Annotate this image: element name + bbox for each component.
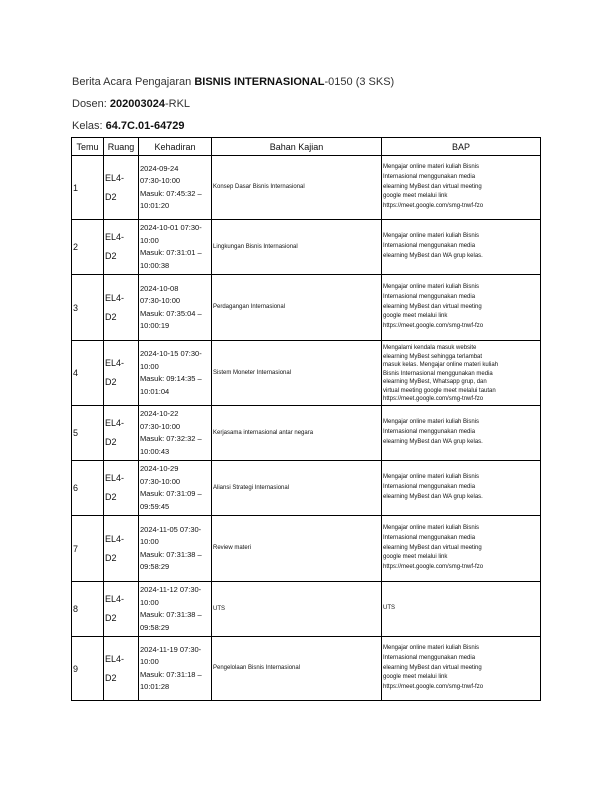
cell-kehadiran: 2024-09-24 07:30-10:00 Masuk: 07:45:32 – 10:01:20 <box>139 156 212 220</box>
teaching-record-table <box>71 137 541 701</box>
cell-temu: 7 <box>72 516 104 582</box>
cell-bap: Mengajar online materi kuliah Bisnis Internasional menggunakan media elearning MyBest dan virtual meeting google meet melalui link https://meet.google.com/smg-tnwf-fzo <box>382 275 541 341</box>
course-code: -0150 (3 SKS) <box>324 76 395 88</box>
cell-temu: 3 <box>72 275 104 341</box>
table-row <box>72 341 541 406</box>
cell-bap: Mengajar online materi kuliah Bisnis Internasional menggunakan media elearning MyBest dan virtual meeting google meet melalui link https://meet.google.com/smg-tnwf-fzo <box>382 516 541 582</box>
cell-bap: UTS <box>382 582 541 637</box>
cell-kehadiran: 2024-11-05 07:30- 10:00 Masuk: 07:31:38 – 09:58:29 <box>139 516 212 582</box>
cell-temu: 2 <box>72 220 104 275</box>
class-value: 64.7C.01-64729 <box>105 120 185 132</box>
cell-kehadiran: 2024-10-15 07:30- 10:00 Masuk: 09:14:35 – 10:01:04 <box>139 341 212 406</box>
cell-kehadiran: 2024-11-12 07:30- 10:00 Masuk: 07:31:38 – 09:58:29 <box>139 582 212 637</box>
class-label: Kelas: <box>72 120 106 132</box>
table-row <box>72 582 541 637</box>
table-row <box>72 275 541 341</box>
title-prefix: Berita Acara Pengajaran <box>72 76 195 88</box>
cell-kehadiran: 2024-10-01 07:30- 10:00 Masuk: 07:31:01 – 10:00:38 <box>139 220 212 275</box>
cell-temu: 5 <box>72 406 104 461</box>
column-header-ruang: Ruang <box>104 138 139 156</box>
column-header-temu: Temu <box>72 138 104 156</box>
cell-temu: 6 <box>72 461 104 516</box>
column-header-kehadiran: Kehadiran <box>139 138 212 156</box>
table-row <box>72 461 541 516</box>
cell-temu: 1 <box>72 156 104 220</box>
table-row <box>72 220 541 275</box>
cell-bahan-kajian: Pengelolaan Bisnis Internasional <box>212 637 382 701</box>
cell-bahan-kajian: Review materi <box>212 516 382 582</box>
cell-ruang: EL4- D2 <box>104 156 139 220</box>
column-header-bahan-kajian: Bahan Kajian <box>212 138 382 156</box>
cell-temu: 8 <box>72 582 104 637</box>
cell-bap: Mengalami kendala masuk website elearning MyBest sehingga terlambat masuk kelas. Mengajar online materi kuliah Bisnis Internasional menggunakan media elearning MyBest, Whatsapp grup, dan virtual meeting google meet melalui tautan https://meet.google.com/smg-tnwf-fzo <box>382 341 541 406</box>
report-title <box>72 76 394 88</box>
cell-ruang: EL4- D2 <box>104 275 139 341</box>
lecturer-id: 202003024 <box>109 98 165 110</box>
cell-bahan-kajian: Aliansi Strategi Internasional <box>212 461 382 516</box>
cell-bahan-kajian: Lingkungan Bisnis Internasional <box>212 220 382 275</box>
lecturer-label: Dosen: <box>72 98 110 110</box>
column-header-bap: BAP <box>382 138 541 156</box>
course-name: BISNIS INTERNASIONAL <box>194 76 325 88</box>
cell-kehadiran: 2024-10-22 07:30-10:00 Masuk: 07:32:32 – 10:00:43 <box>139 406 212 461</box>
cell-bahan-kajian: UTS <box>212 582 382 637</box>
cell-temu: 4 <box>72 341 104 406</box>
cell-ruang: EL4- D2 <box>104 406 139 461</box>
lecturer-line <box>72 98 190 110</box>
table-row <box>72 156 541 220</box>
cell-bap: Mengajar online materi kuliah Bisnis Internasional menggunakan media elearning MyBest dan virtual meeting google meet melalui link https://meet.google.com/smg-tnwf-fzo <box>382 156 541 220</box>
cell-temu: 9 <box>72 637 104 701</box>
cell-bahan-kajian: Kerjasama internasional antar negara <box>212 406 382 461</box>
cell-bahan-kajian: Konsep Dasar Bisnis Internasional <box>212 156 382 220</box>
cell-kehadiran: 2024-10-29 07:30-10:00 Masuk: 07:31:09 – 09:59:45 <box>139 461 212 516</box>
cell-bahan-kajian: Sistem Moneter Internasional <box>212 341 382 406</box>
table-row <box>72 406 541 461</box>
cell-ruang: EL4- D2 <box>104 220 139 275</box>
cell-ruang: EL4- D2 <box>104 637 139 701</box>
cell-bap: Mengajar online materi kuliah Bisnis Internasional menggunakan media elearning MyBest dan virtual meeting google meet melalui link https://meet.google.com/smg-tnwf-fzo <box>382 637 541 701</box>
table-row <box>72 516 541 582</box>
cell-ruang: EL4- D2 <box>104 516 139 582</box>
lecturer-code: -RKL <box>164 98 191 110</box>
cell-ruang: EL4- D2 <box>104 582 139 637</box>
cell-ruang: EL4- D2 <box>104 461 139 516</box>
cell-bahan-kajian: Perdagangan Internasional <box>212 275 382 341</box>
cell-kehadiran: 2024-10-08 07:30-10:00 Masuk: 07:35:04 – 10:00:19 <box>139 275 212 341</box>
cell-bap: Mengajar online materi kuliah Bisnis Internasional menggunakan media elearning MyBest dan WA grup kelas. <box>382 220 541 275</box>
table-row <box>72 637 541 701</box>
cell-ruang: EL4- D2 <box>104 341 139 406</box>
class-line <box>72 120 185 132</box>
cell-bap: Mengajar online materi kuliah Bisnis Internasional menggunakan media elearning MyBest dan WA grup kelas. <box>382 461 541 516</box>
table-header-row <box>72 138 541 156</box>
cell-bap: Mengajar online materi kuliah Bisnis Internasional menggunakan media elearning MyBest dan WA grup kelas. <box>382 406 541 461</box>
cell-kehadiran: 2024-11-19 07:30- 10:00 Masuk: 07:31:18 – 10:01:28 <box>139 637 212 701</box>
